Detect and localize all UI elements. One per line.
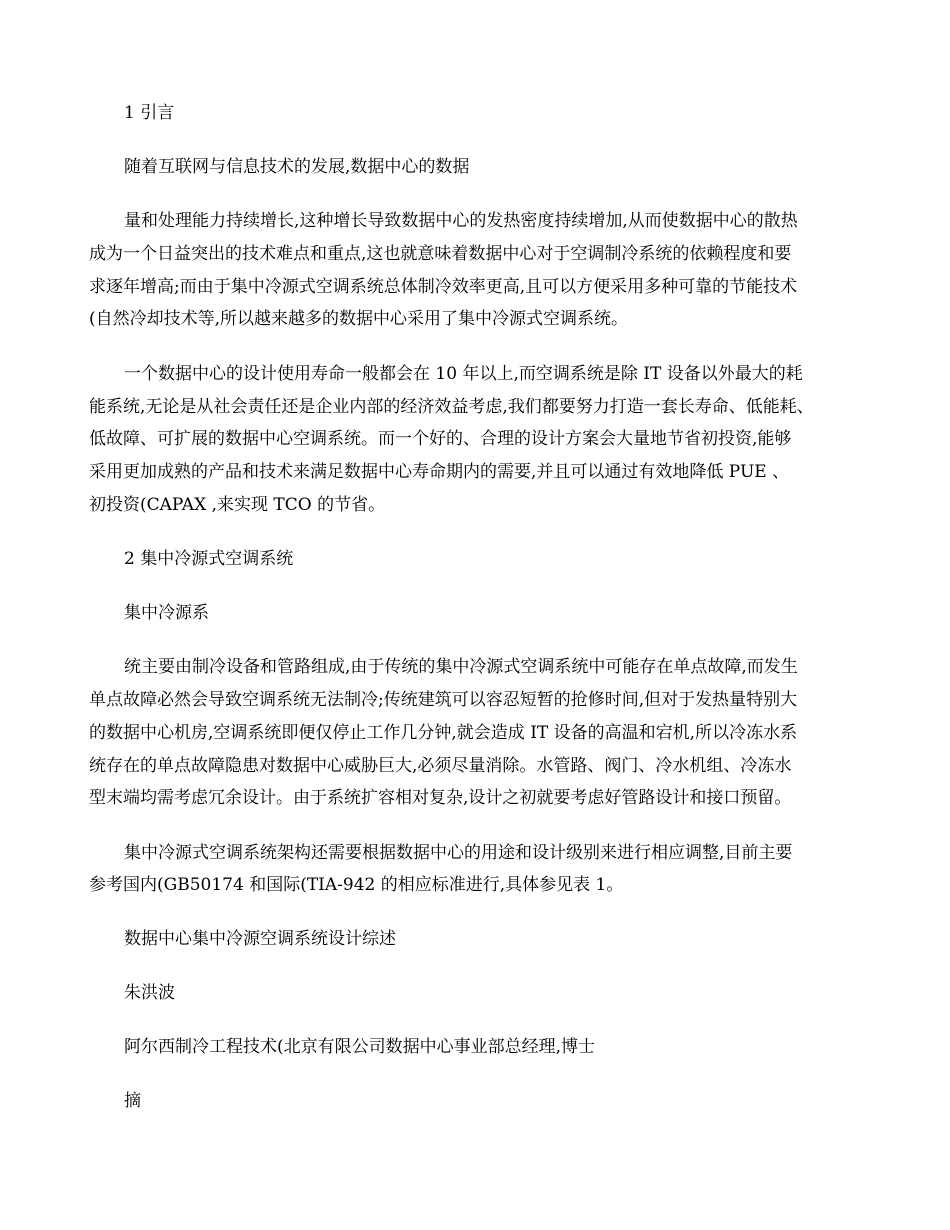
intro-lead-line: 随着互联网与信息技术的发展,数据中心的数据 — [124, 157, 470, 177]
para3-line-5: 型末端均需考虑冗余设计。由于系统扩容相对复杂,设计之初就要考虑好管路设计和接口预留。 — [89, 788, 792, 808]
author-name: 朱洪波 — [124, 983, 175, 1003]
para1-line-3: 求逐年增高;而由于集中冷源式空调系统总体制冷效率更高,且可以方便采用多种可靠的节能技术 — [89, 277, 798, 297]
para3-line-1: 统主要由制冷设备和管路组成,由于传统的集中冷源式空调系统中可能存在单点故障,而发生 — [124, 657, 798, 677]
para2-line-5: 初投资(CAPAX ,来实现 TCO 的节省。 — [89, 495, 386, 515]
para1-line-2: 成为一个日益突出的技术难点和重点,这也就意味着数据中心对于空调制冷系统的依赖程度和要 — [89, 244, 792, 264]
para3-line-2: 单点故障必然会导致空调系统无法制冷;传统建筑可以容忍短暂的抢修时间,但对于发热量特别大 — [89, 690, 798, 710]
para2-line-4: 采用更加成熟的产品和技术来满足数据中心寿命期内的需要,并且可以通过有效地降低 PUE 、 — [89, 462, 790, 482]
para2-line-3: 低故障、可扩展的数据中心空调系统。而一个好的、合理的设计方案会大量地节省初投资,能够 — [89, 429, 792, 449]
intro-heading: 1 引言 — [124, 103, 175, 123]
section2-lead-line: 集中冷源系 — [124, 603, 209, 623]
para4-line-1: 集中冷源式空调系统架构还需要根据数据中心的用途和设计级别来进行相应调整,目前主要 — [124, 843, 793, 863]
abstract-start: 摘 — [124, 1091, 141, 1111]
author-affiliation: 阿尔西制冷工程技术(北京有限公司数据中心事业部总经理,博士 — [124, 1037, 596, 1057]
document-title: 数据中心集中冷源空调系统设计综述 — [124, 929, 396, 949]
para1-line-1: 量和处理能力持续增长,这种增长导致数据中心的发热密度持续增加,从而使数据中心的散热 — [124, 211, 798, 231]
para2-line-2: 能系统,无论是从社会责任还是企业内部的经济效益考虑,我们都要努力打造一套长寿命、低能耗、 — [89, 397, 814, 417]
para1-line-4: (自然冷却技术等,所以越来越多的数据中心采用了集中冷源式空调系统。 — [89, 309, 629, 329]
para3-line-3: 的数据中心机房,空调系统即便仅停止工作几分钟,就会造成 IT 设备的高温和宕机,所以冷冻水系 — [89, 723, 798, 743]
para2-line-1: 一个数据中心的设计使用寿命一般都会在 10 年以上,而空调系统是除 IT 设备以外最大的耗 — [124, 364, 803, 384]
para4-line-2: 参考国内(GB50174 和国际(TIA-942 的相应标准进行,具体参见表 1。 — [89, 875, 624, 895]
para3-line-4: 统存在的单点故障隐患对数据中心威胁巨大,必须尽量消除。水管路、阀门、冷水机组、冷冻水 — [89, 756, 792, 776]
section2-heading: 2 集中冷源式空调系统 — [124, 549, 294, 569]
